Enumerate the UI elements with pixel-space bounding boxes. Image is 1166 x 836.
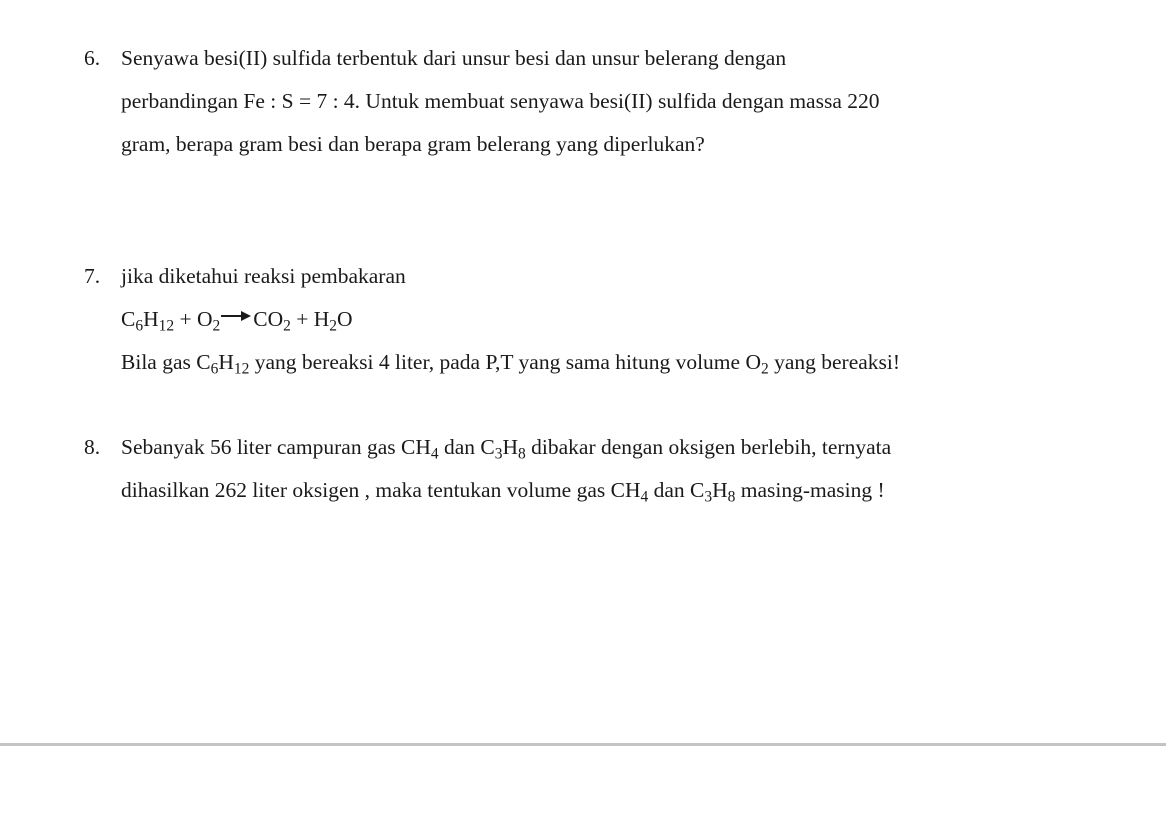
- right-arrow-icon: [221, 311, 251, 321]
- question-6: [84, 44, 1126, 173]
- formula-c6h12: $C_6H_{12}$: [121, 307, 175, 335]
- plus-sign: +: [174, 307, 197, 331]
- question-text-line: Bila gas $C_6H_{12}$ yang bereaksi 4 liter, pada P,T yang sama hitung volume $O_2$ yang bereaksi!: [121, 350, 901, 378]
- formula-c6h12: $C_6H_{12}$: [196, 350, 250, 378]
- plus-sign: +: [290, 307, 314, 331]
- question-8: [84, 433, 1126, 519]
- question-body: [121, 433, 1126, 519]
- question-text-line: Sebanyak 56 liter campuran gas $CH_4$ dan $C_3H_8$ dibakar dengan oksigen berlebih, ternyata: [121, 435, 892, 463]
- question-body: [121, 262, 1126, 391]
- question-number: 7.: [84, 264, 101, 288]
- question-text-line: Senyawa besi(II) sulfida terbentuk dari unsur besi dan unsur belerang dengan: [121, 46, 787, 70]
- formula-c3h8: $C_3H_8$: [690, 478, 736, 506]
- question-intro: jika diketahui reaksi pembakaran: [121, 264, 406, 288]
- question-text-line: perbandingan Fe : S = 7 : 4. Untuk membuat senyawa besi(II) sulfida dengan massa 220: [121, 89, 880, 113]
- page-divider: [0, 743, 1166, 746]
- formula-o2: $O_2$: [196, 307, 221, 335]
- question-body: [121, 44, 1126, 173]
- question-number: 6.: [84, 46, 101, 70]
- formula-co2: $CO_2$: [253, 307, 291, 335]
- formula-o2: $O_2$: [745, 350, 769, 378]
- question-text-line: dihasilkan 262 liter oksigen , maka tentukan volume gas $CH_4$ dan $C_3H_8$ masing-masing !: [121, 478, 885, 506]
- formula-ch4: $CH_4$: [401, 435, 439, 463]
- formula-h2o: $H_2O$: [313, 307, 353, 335]
- question-7: [84, 262, 1126, 391]
- chemical-equation: [121, 305, 1126, 348]
- question-text-line: gram, berapa gram besi dan berapa gram belerang yang diperlukan?: [121, 132, 705, 156]
- question-number: 8.: [84, 435, 101, 459]
- formula-c3h8: $C_3H_8$: [480, 435, 526, 463]
- formula-ch4: $CH_4$: [610, 478, 649, 506]
